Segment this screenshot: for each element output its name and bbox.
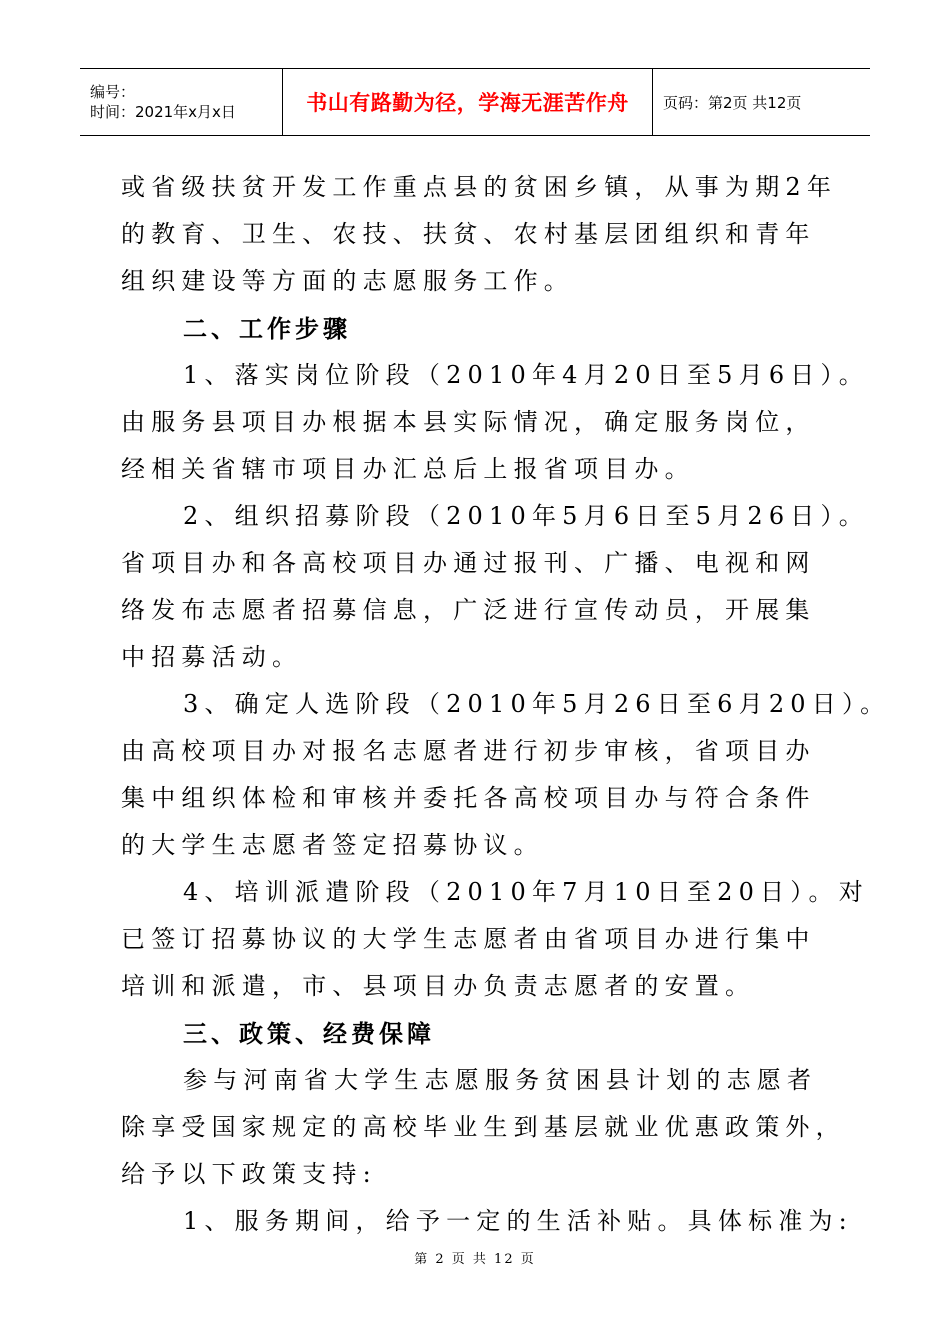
header-motto-cell (283, 69, 653, 135)
document-date: 时间：2021年x月x日 (90, 103, 236, 121)
section-heading: 二、工作步骤 (183, 314, 351, 343)
header-motto: 书山有路勤为径，学海无涯苦作舟 (306, 91, 629, 115)
document-number: 编号： (90, 83, 136, 101)
body-line: 3、确定人选阶段（2010年5月26日至6月20日）。 (183, 690, 891, 718)
body-line: 已签订招募协议的大学生志愿者由省项目办进行集中 (121, 925, 816, 953)
body-line: 参与河南省大学生志愿服务贫困县计划的志愿者 (183, 1066, 818, 1094)
body-line: 的教育、卫生、农技、扶贫、农村基层团组织和青年 (121, 220, 816, 248)
body-line: 省项目办和各高校项目办通过报刊、广播、电视和网 (121, 549, 816, 577)
body-line: 1、服务期间，给予一定的生活补贴。具体标准为: (183, 1207, 853, 1235)
header-page-cell (653, 69, 870, 135)
page-footer: 第 2 页 共 12 页 (414, 1252, 536, 1267)
body-line: 4、培训派遣阶段（2010年7月10日至20日）。对 (183, 878, 869, 906)
body-line: 或省级扶贫开发工作重点县的贫困乡镇，从事为期2年 (121, 173, 838, 201)
body-line: 给予以下政策支持: (121, 1160, 377, 1188)
body-line: 培训和派遣，市、县项目办负责志愿者的安置。 (121, 972, 756, 1000)
body-line: 由高校项目办对报名志愿者进行初步审核，省项目办 (121, 737, 816, 765)
document-body (121, 164, 891, 1245)
body-line: 络发布志愿者招募信息，广泛进行宣传动员，开展集 (121, 596, 816, 624)
body-line: 组织建设等方面的志愿服务工作。 (121, 267, 574, 295)
body-line: 除享受国家规定的高校毕业生到基层就业优惠政策外， (121, 1113, 846, 1141)
body-line: 由服务县项目办根据本县实际情况，确定服务岗位， (121, 408, 816, 436)
section-heading: 三、政策、经费保障 (183, 1019, 435, 1048)
header-page-number: 页码：第2页 共12页 (663, 93, 802, 112)
body-line: 中招募活动。 (121, 643, 303, 671)
body-line: 1、落实岗位阶段（2010年4月20日至5月6日）。 (183, 361, 869, 389)
body-line: 经相关省辖市项目办汇总后上报省项目办。 (121, 455, 695, 483)
body-line: 的大学生志愿者签定招募协议。 (121, 831, 544, 859)
body-line: 2、组织招募阶段（2010年5月6日至5月26日）。 (183, 502, 869, 530)
document-header (80, 68, 870, 136)
body-line: 集中组织体检和审核并委托各高校项目办与符合条件 (121, 784, 816, 812)
header-meta (80, 69, 283, 135)
